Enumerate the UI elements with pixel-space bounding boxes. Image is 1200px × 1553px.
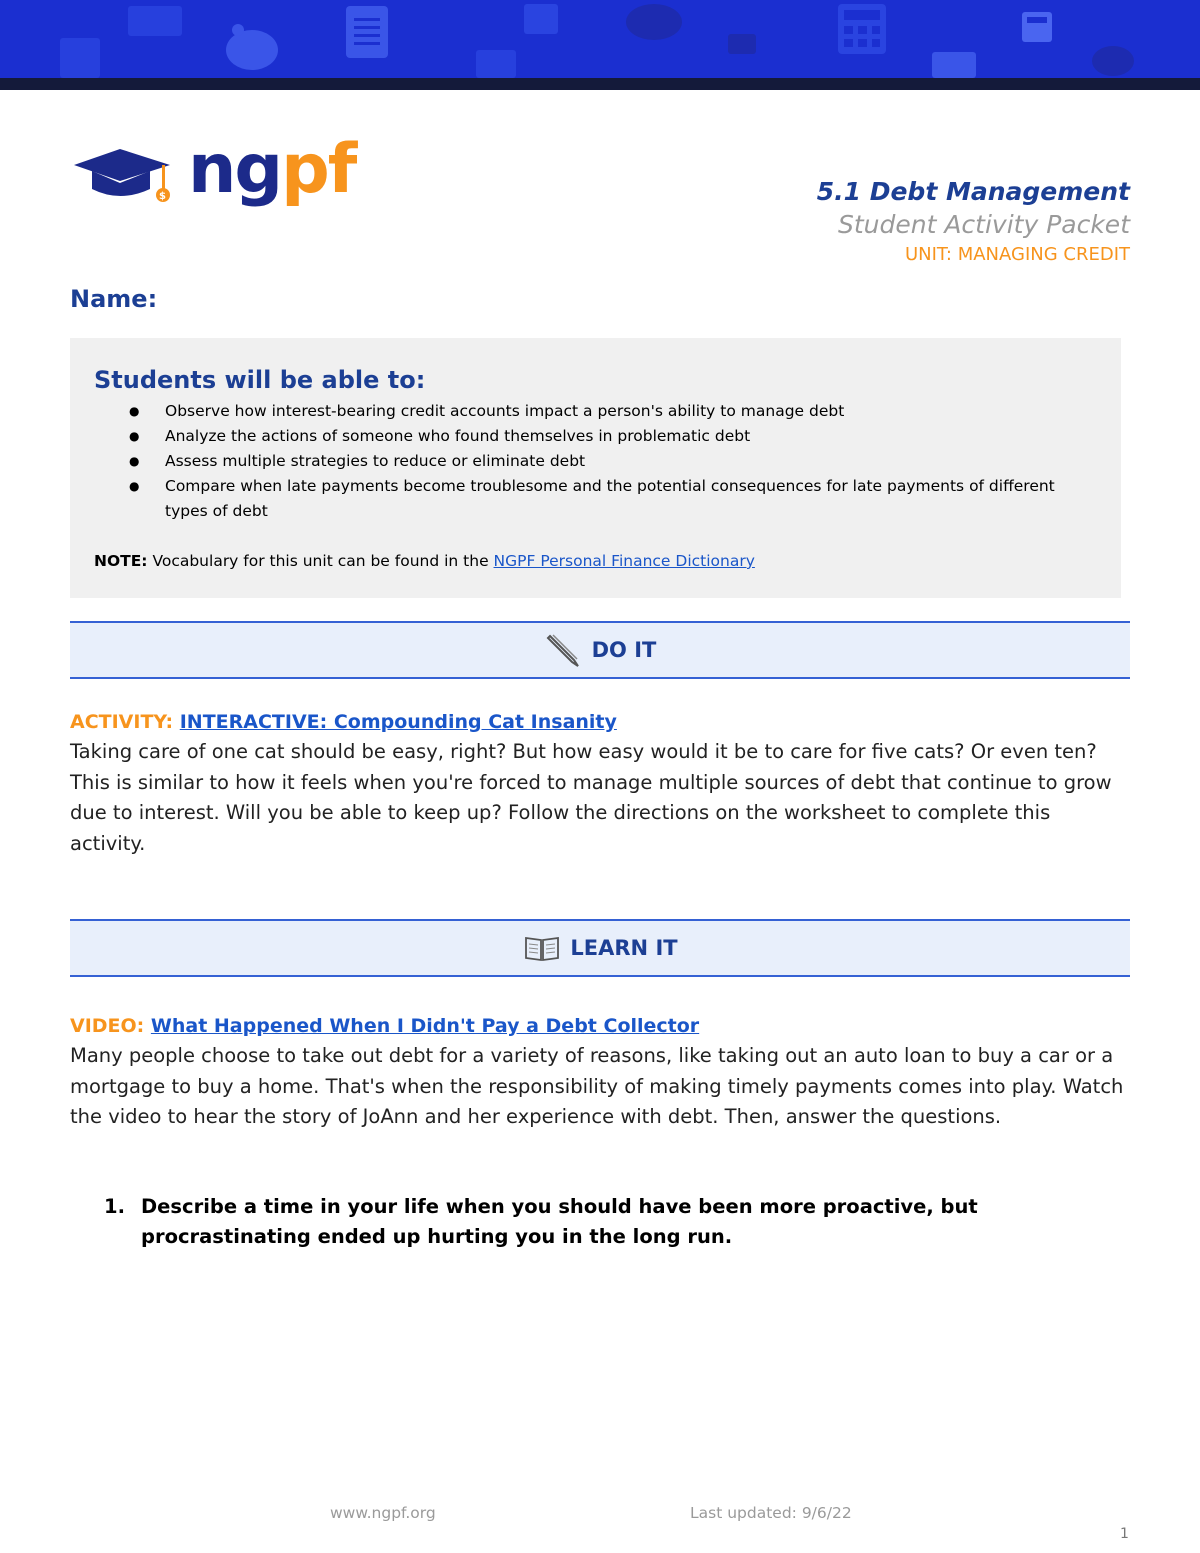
video-description: Many people choose to take out debt for a variety of reasons, like taking out an auto loan to buy a car or a mortgage to buy a home. That's when the responsibility of making timely payments comes into play. Watch the video to hear the story of JoAnn and her experience with debt. Then, answer the questions. — [70, 1044, 1124, 1128]
bullet: ● — [129, 454, 140, 468]
dictionary-link[interactable]: NGPF Personal Finance Dictionary — [493, 552, 755, 570]
objectives-box — [70, 338, 1121, 598]
list-item: ● Assess multiple strategies to reduce or eliminate debt — [94, 449, 1097, 474]
video-link[interactable]: What Happened When I Didn't Pay a Debt Collector — [150, 1015, 700, 1037]
banner-decoration — [728, 34, 756, 54]
calculator-icon — [524, 4, 558, 34]
packet-title-block — [817, 175, 1130, 269]
piggy-bank-icon — [222, 18, 282, 76]
vocabulary-note: NOTE: Vocabulary for this unit can be found in the NGPF Personal Finance Dictionary — [94, 552, 755, 570]
activity-link[interactable]: INTERACTIVE: Compounding Cat Insanity — [179, 711, 617, 733]
video-heading: VIDEO: What Happened When I Didn't Pay a Debt Collector — [70, 1015, 700, 1037]
activity-block — [70, 707, 1130, 859]
objectives-heading: Students will be able to: — [94, 366, 426, 394]
banner-decoration — [476, 50, 516, 78]
banner-decoration — [128, 6, 182, 36]
objectives-list — [94, 399, 1097, 524]
activity-description: Taking care of one cat should be easy, right? But how easy would it be to care for five cats? Or even ten? This is similar to how it feels when you're forced to manage multiple sources of debt that continue to grow due to interest. Will you be able to keep up? Follow the directions on the worksheet to complete this activity. — [70, 740, 1112, 855]
ngpf-logo — [70, 130, 370, 220]
name-label: Name: — [70, 285, 158, 313]
activity-heading: ACTIVITY: INTERACTIVE: Compounding Cat Insanity — [70, 711, 617, 733]
document-icon — [346, 6, 388, 58]
question-number: 1. — [104, 1195, 125, 1218]
footer-url[interactable]: www.ngpf.org — [330, 1504, 436, 1522]
header-banner — [0, 0, 1200, 90]
bullet: ● — [129, 429, 140, 443]
video-block — [70, 1011, 1130, 1133]
list-item: ● Compare when late payments become troublesome and the potential consequences for late payments of different types of debt — [94, 474, 1097, 524]
page-number: 1 — [1120, 1526, 1129, 1542]
banner-stripe — [0, 78, 1200, 90]
do-it-title: DO IT — [591, 638, 657, 662]
learn-it-title: LEARN IT — [570, 936, 678, 960]
question-1 — [104, 1192, 1104, 1252]
question-text: Describe a time in your life when you should have been more proactive, but procrastinating ended up hurting you in the long run. — [141, 1195, 978, 1248]
banner-decoration — [932, 52, 976, 78]
do-it-section-header — [70, 621, 1130, 679]
logo-wordmark: ngpf — [188, 130, 356, 209]
page-title: 5.1 Debt Management — [816, 177, 1130, 206]
graduation-cap-icon — [70, 145, 188, 215]
bullet: ● — [129, 479, 140, 493]
learn-it-section-header — [70, 919, 1130, 977]
banner-decoration — [60, 38, 100, 78]
bullet: ● — [129, 404, 140, 418]
piggy-bank-icon — [622, 4, 686, 44]
list-item: ● Analyze the actions of someone who found themselves in problematic debt — [94, 424, 1097, 449]
piggy-bank-icon — [1090, 42, 1136, 76]
list-item: ● Observe how interest-bearing credit accounts impact a person's ability to manage debt — [94, 399, 1097, 424]
page-subtitle: Student Activity Packet — [837, 210, 1130, 239]
calculator-icon — [1022, 12, 1052, 42]
book-icon — [522, 928, 562, 968]
footer-last-updated: Last updated: 9/6/22 — [690, 1504, 852, 1522]
calculator-icon — [838, 4, 886, 54]
pencil-icon — [544, 630, 584, 670]
svg-text:$: $ — [159, 191, 166, 202]
unit-label: UNIT: MANAGING CREDIT — [904, 244, 1130, 265]
